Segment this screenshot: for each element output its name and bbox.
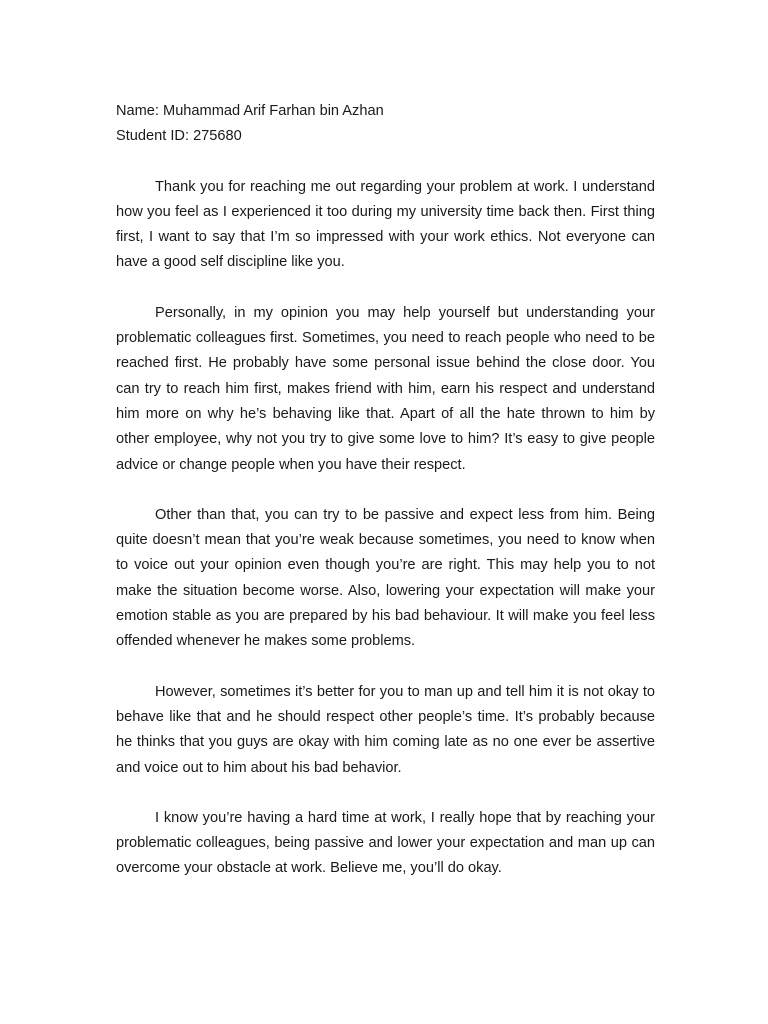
spacer	[116, 655, 655, 680]
spacer	[116, 276, 655, 301]
spacer	[116, 150, 655, 175]
paragraph-4: However, sometimes it’s better for you to man up and tell him it is not okay to behave like that and he should respect other people’s time. It’s probably because he thinks that you guys are okay with him coming late as no one ever be assertive and voice out to him about his bad behavior.	[116, 683, 655, 776]
paragraph-5: I know you’re having a hard time at work, I really hope that by reaching your problematic colleagues, being passive and lower your expectation and man up can overcome your obstacle at work. Believe me, you’ll do okay.	[116, 809, 655, 877]
student-name: Name: Muhammad Arif Farhan bin Azhan	[116, 103, 384, 119]
paragraph-3: Other than that, you can try to be passive and expect less from him. Being quite doesn’t mean that you’re weak because sometimes, you need to know when to voice out your opinion even though you’re are right. This may help you to not make the situation become worse. Also, lowering your expectation will make your emotion stable as you are prepared by his bad behaviour. It will make you feel less offended whenever he makes some problems.	[116, 506, 655, 650]
student-id: Student ID: 275680	[116, 128, 242, 145]
paragraph-2: Personally, in my opinion you may help yourself but understanding your problematic colleagues first. Sometimes, you need to reach people who need to be reached first. He probably have some personal issue behind the close door. You can try to reach him first, makes friend with him, earn his respect and understand him more on why he’s behaving like that. Apart of all the hate thrown to him by other employee, why not you try to give some love to him? It’s easy to give people advice or change people when you have their respect.	[116, 304, 655, 473]
paragraph-1: Thank you for reaching me out regarding your problem at work. I understand how you feel as I experienced it too during my university time back then. First thing first, I want to say that I’m so impressed with your work ethics. Not everyone can have a good self discipline like you.	[116, 178, 655, 271]
spacer	[116, 478, 655, 503]
spacer	[116, 781, 655, 806]
document-body	[116, 99, 655, 882]
